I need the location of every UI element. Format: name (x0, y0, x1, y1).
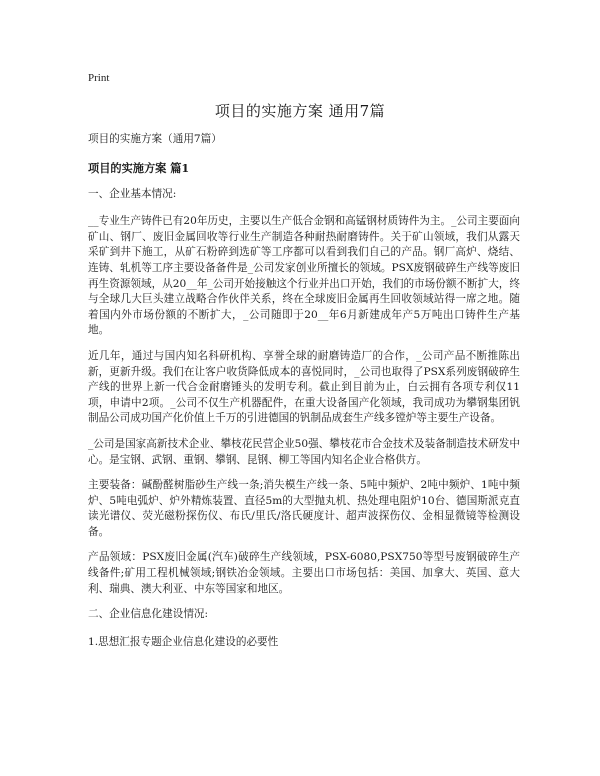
paragraph-qualifications: _公司是国家高新技术企业、攀枝花民营企业50强、攀枝花市合金技术及装备制造技术研发中心。是宝钢、武钢、重钢、攀钢、昆钢、柳工等国内知名企业合格供方。 (88, 437, 520, 466)
chapter-heading: 项目的实施方案 篇1 (88, 160, 190, 175)
paragraph-product-fields: 产品领域：PSX废旧金属(汽车)破碎生产线领域，PSX-6080,PSX750等型号废钢破碎生产线备件;矿用工程机械领域;钢铁冶金领域。主要出口市场包括：美国、加拿大、英国、意大利、瑞典、澳大利亚、中东等国家和地区。 (88, 551, 520, 595)
document-body (88, 132, 520, 660)
paragraph-recent-years: 近几年，通过与国内知名科研机构、享誉全球的耐磨铸造厂的合作，_公司产品不断推陈出新，更新升级。我们在让客户收货降低成本的喜悦同时，_公司也取得了PSX系列废钢破碎生产线的世界上新一代合金耐磨锤头的发明专利。截止到目前为止，白云拥有各项专利仅11项，申请中2项。_公司不仅生产机器配件，在重大设备国产化领域，我司成功为攀钢集团钒制品公司成功国产化价值上千万的引进德国的钒制品成套生产线多镗炉等主要生产设备。 (88, 349, 520, 425)
section-heading-2: 二、企业信息化建设情况: (88, 608, 209, 621)
paragraph-company-history: __专业生产铸件已有20年历史，主要以生产低合金钢和高锰钢材质铸件为主。_公司主要面向矿山、钢厂、废旧金属回收等行业生产制造各种耐热耐磨铸件。关于矿山领域，我们从露天采矿到井下施工，从矿石粉碎到选矿等工序都可以看到我们自己的产品。钢厂高炉、烧结、连铸、轧机等工序主要设备备件是_公司发家创业所擅长的领域。PSX废钢破碎生产线等废旧再生资源领域，从20__年_公司开始接触这个行业并出口开始，我们的市场份额不断扩大，终与全球几大巨头建立战略合作伙伴关系，终在全球废旧金属再生回收领域站得一席之地。随着国内外市场份额的不断扩大，_公司随即于20__年6月新建成年产5万吨出口铸件生产基地。 (88, 215, 520, 337)
document-subtitle: 项目的实施方案（通用7篇） (88, 133, 222, 145)
list-item-1: 1.思想汇报专题企业信息化建设的必要性 (88, 635, 279, 648)
print-link[interactable]: Print (88, 72, 110, 84)
section-heading-1: 一、企业基本情况: (88, 187, 177, 200)
page-title: 项目的实施方案 通用7篇 (214, 102, 386, 120)
paragraph-main-equipment: 主要装备：碱酚醛树脂砂生产线一条;消失模生产线一条、5吨中频炉、2吨中频炉、1吨中频炉、5吨电弧炉、炉外精炼装置、直径5m的大型抛丸机、热处理电阻炉10台、德国斯派克直读光谱仪、荧光磁粉探伤仪、布氏/里氏/洛氏硬度计、超声波探伤仪、金相显微镜等检测设备。 (88, 479, 520, 538)
